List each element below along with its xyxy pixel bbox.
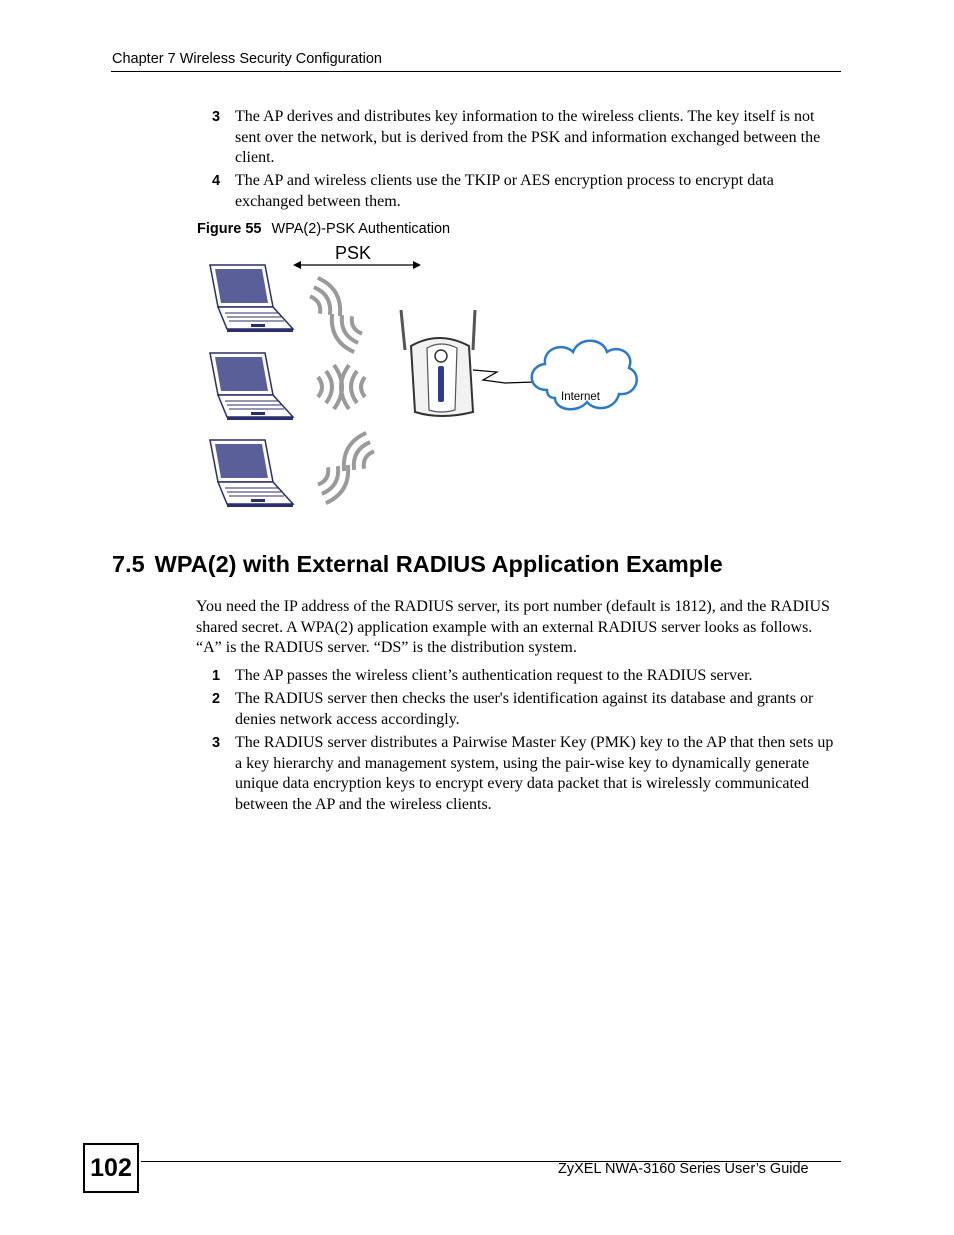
section-title: WPA(2) with External RADIUS Application Example xyxy=(154,551,723,577)
figure-title: WPA(2)-PSK Authentication xyxy=(271,221,451,237)
page-number: 102 xyxy=(83,1143,139,1193)
step-text: The RADIUS server then checks the user's identification against its database and grants or denies network access accordingly. xyxy=(235,690,814,728)
figure-label: Figure 55 xyxy=(197,221,262,237)
section-heading xyxy=(112,551,723,578)
wan-link xyxy=(473,370,535,383)
laptop-icon xyxy=(210,265,293,332)
running-header: Chapter 7 Wireless Security Configuration xyxy=(112,51,382,67)
step-number: 2 xyxy=(212,691,221,707)
internet-label: Internet xyxy=(561,391,600,403)
step-number: 1 xyxy=(212,668,221,684)
psk-arrow xyxy=(293,243,421,269)
step-number: 4 xyxy=(212,173,221,189)
section-number: 7.5 xyxy=(112,551,145,577)
wpa-psk-diagram xyxy=(205,240,645,515)
laptop-icon xyxy=(210,440,293,507)
section-intro: You need the IP address of the RADIUS server, its port number (default is 1812), and the RADIUS shared secret. A WPA(2) application example with an external RADIUS server looks as follows. “A” is the RADIUS server. “DS” is the distribution system. xyxy=(196,598,830,656)
step-text: The AP passes the wireless client’s authentication request to the RADIUS server. xyxy=(235,667,753,684)
step-number: 3 xyxy=(212,109,221,125)
laptop-icon xyxy=(210,353,293,420)
step-text: The AP and wireless clients use the TKIP or AES encryption process to encrypt data exchanged between them. xyxy=(235,172,774,210)
internet-cloud-icon xyxy=(532,341,637,410)
guide-title: ZyXEL NWA-3160 Series User’s Guide xyxy=(558,1161,809,1177)
step-number: 3 xyxy=(212,735,221,751)
figure-caption xyxy=(197,221,450,237)
step-text: The AP derives and distributes key information to the wireless clients. The key itself is not sent over the network, but is derived from the PSK and information exchanged between the client. xyxy=(235,108,821,166)
step-text: The RADIUS server distributes a Pairwise Master Key (PMK) key to the AP that then sets up a key hierarchy and management system, using the pair-wise key to dynamically generate unique data encryption keys to encrypt every data packet that is wirelessly communicated between the AP and the wireless clients. xyxy=(235,734,834,813)
psk-label: PSK xyxy=(335,243,372,263)
access-point-icon xyxy=(401,310,475,416)
wireless-waves-icon xyxy=(304,274,380,507)
header-rule xyxy=(111,71,841,72)
